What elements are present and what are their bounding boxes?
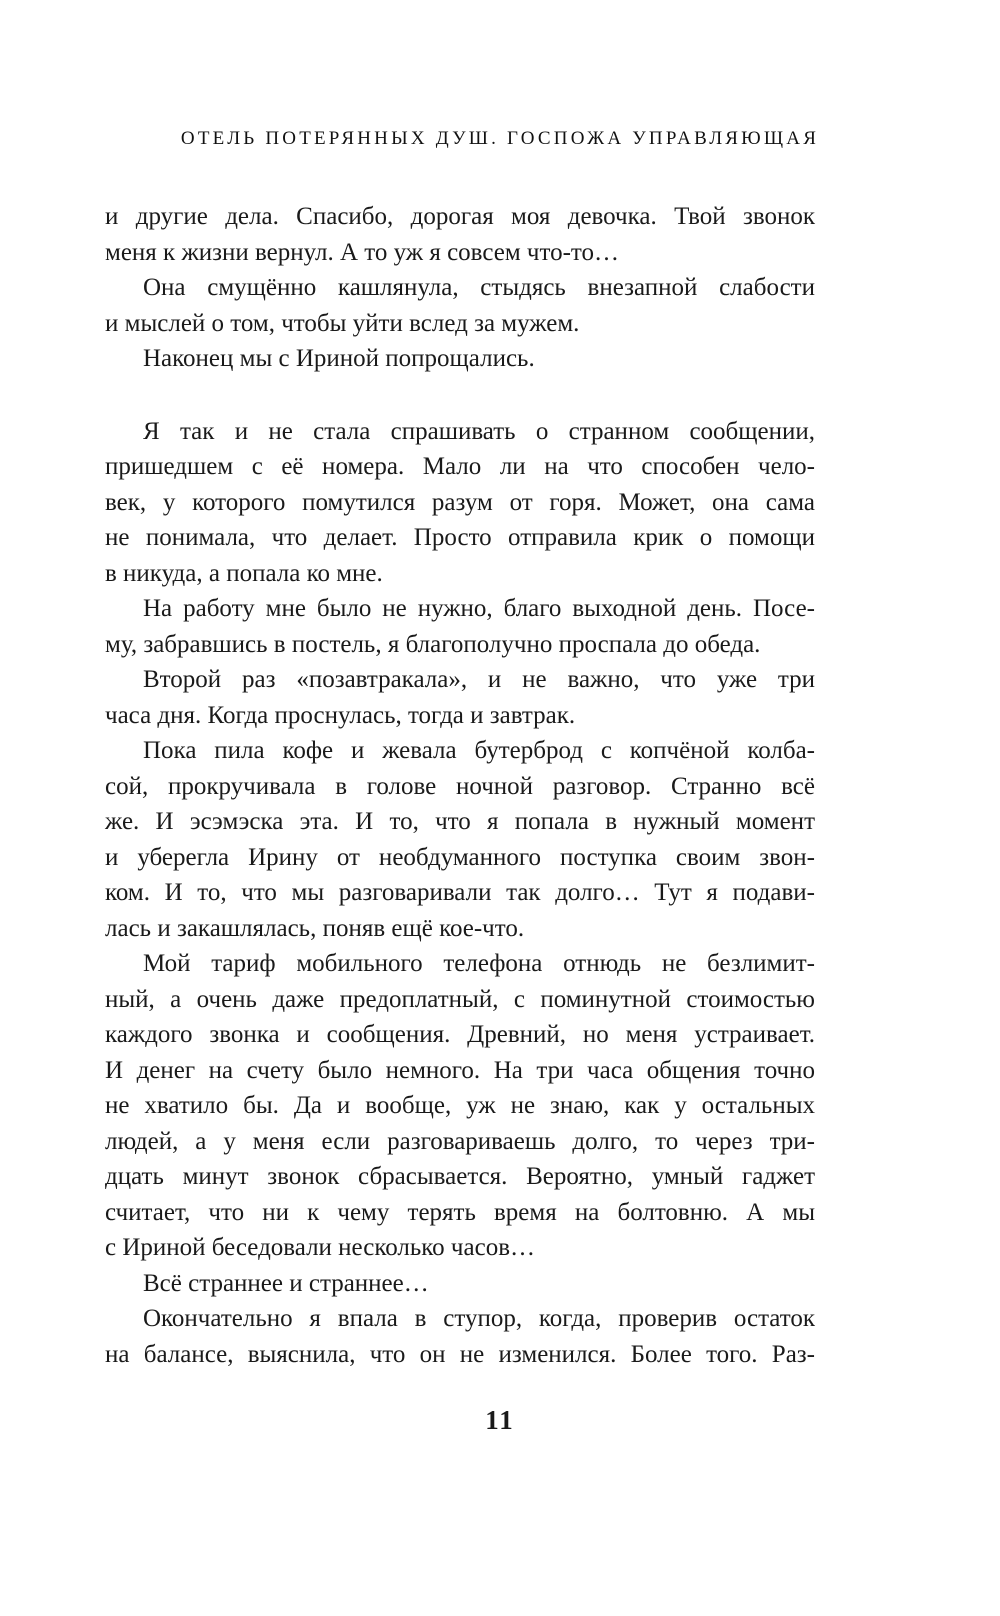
text-line: не хватило бы. Да и вообще, уж не знаю, как у остальных: [105, 1092, 815, 1119]
text-line: в никуда, а попала ко мне.: [105, 559, 383, 587]
running-header: ОТЕЛЬ ПОТЕРЯННЫХ ДУШ. ГОСПОЖА УПРАВЛЯЮЩАЯ: [180, 128, 820, 149]
text-line: Пока пила кофе и жевала бутерброд с копчёной колба-: [143, 737, 815, 764]
text-line: Наконец мы с Ириной попрощались.: [143, 345, 535, 372]
text-line: людей, а у меня если разговариваешь долго, то через три-: [105, 1127, 815, 1155]
text-line: Второй раз «позавтракала», и не важно, что уже три: [143, 666, 815, 693]
text-line: пришедшем с её номера. Мало ли на что способен чело-: [105, 453, 815, 480]
page-body-text: [105, 199, 815, 1372]
text-line: век, у которого помутился разум от горя. Может, она сама: [105, 488, 815, 516]
text-line: Я так и не стала спрашивать о странном сообщении,: [143, 417, 815, 445]
text-line: дцать минут звонок сбрасывается. Вероятно, умный гаджет: [105, 1163, 815, 1190]
text-line: с Ириной беседовали несколько часов…: [105, 1234, 535, 1261]
text-line: на балансе, выяснила, что он не изменился. Более того. Раз-: [105, 1340, 815, 1368]
text-line: ком. И то, что мы разговаривали так долго… Тут я подави-: [105, 879, 815, 906]
text-line: и мыслей о том, чтобы уйти вслед за мужем.: [105, 309, 580, 337]
text-line: и уберегла Ирину от необдуманного поступка своим звон-: [105, 843, 815, 871]
text-line: же. И эсэмэска эта. И то, что я попала в нужный момент: [105, 808, 815, 835]
text-line: сой, прокручивала в голове ночной разговор. Странно всё: [105, 772, 815, 800]
text-line: не понимала, что делает. Просто отправила крик о помощи: [105, 524, 815, 551]
text-line: ный, а очень даже предоплатный, с поминутной стоимостью: [105, 985, 815, 1013]
text-line: Всё страннее и страннее…: [143, 1269, 429, 1297]
text-line: часа дня. Когда проснулась, тогда и завтрак.: [105, 701, 576, 729]
page-number: 11: [485, 1405, 515, 1435]
text-line: Мой тариф мобильного телефона отнюдь не безлимит-: [143, 950, 815, 977]
text-line: И денег на счету было немного. На три часа общения точно: [105, 1056, 815, 1084]
text-line: Окончательно я впала в ступор, когда, проверив остаток: [143, 1305, 815, 1332]
text-line: каждого звонка и сообщения. Древний, но меня устраивает.: [105, 1021, 815, 1048]
text-line: лась и закашлялась, поняв ещё кое-что.: [105, 914, 525, 942]
text-line: и другие дела. Спасибо, дорогая моя девочка. Твой звонок: [105, 203, 815, 230]
text-line: На работу мне было не нужно, благо выходной день. Посе-: [143, 595, 815, 622]
text-line: му, забравшись в постель, я благополучно проспала до обеда.: [105, 630, 761, 658]
text-line: Она смущённо кашлянула, стыдясь внезапной слабости: [143, 274, 815, 301]
paragraph-break: [105, 377, 815, 414]
text-line: меня к жизни вернул. А то уж я совсем что-то…: [105, 238, 619, 266]
text-line: считает, что ни к чему терять время на болтовню. А мы: [105, 1198, 815, 1226]
